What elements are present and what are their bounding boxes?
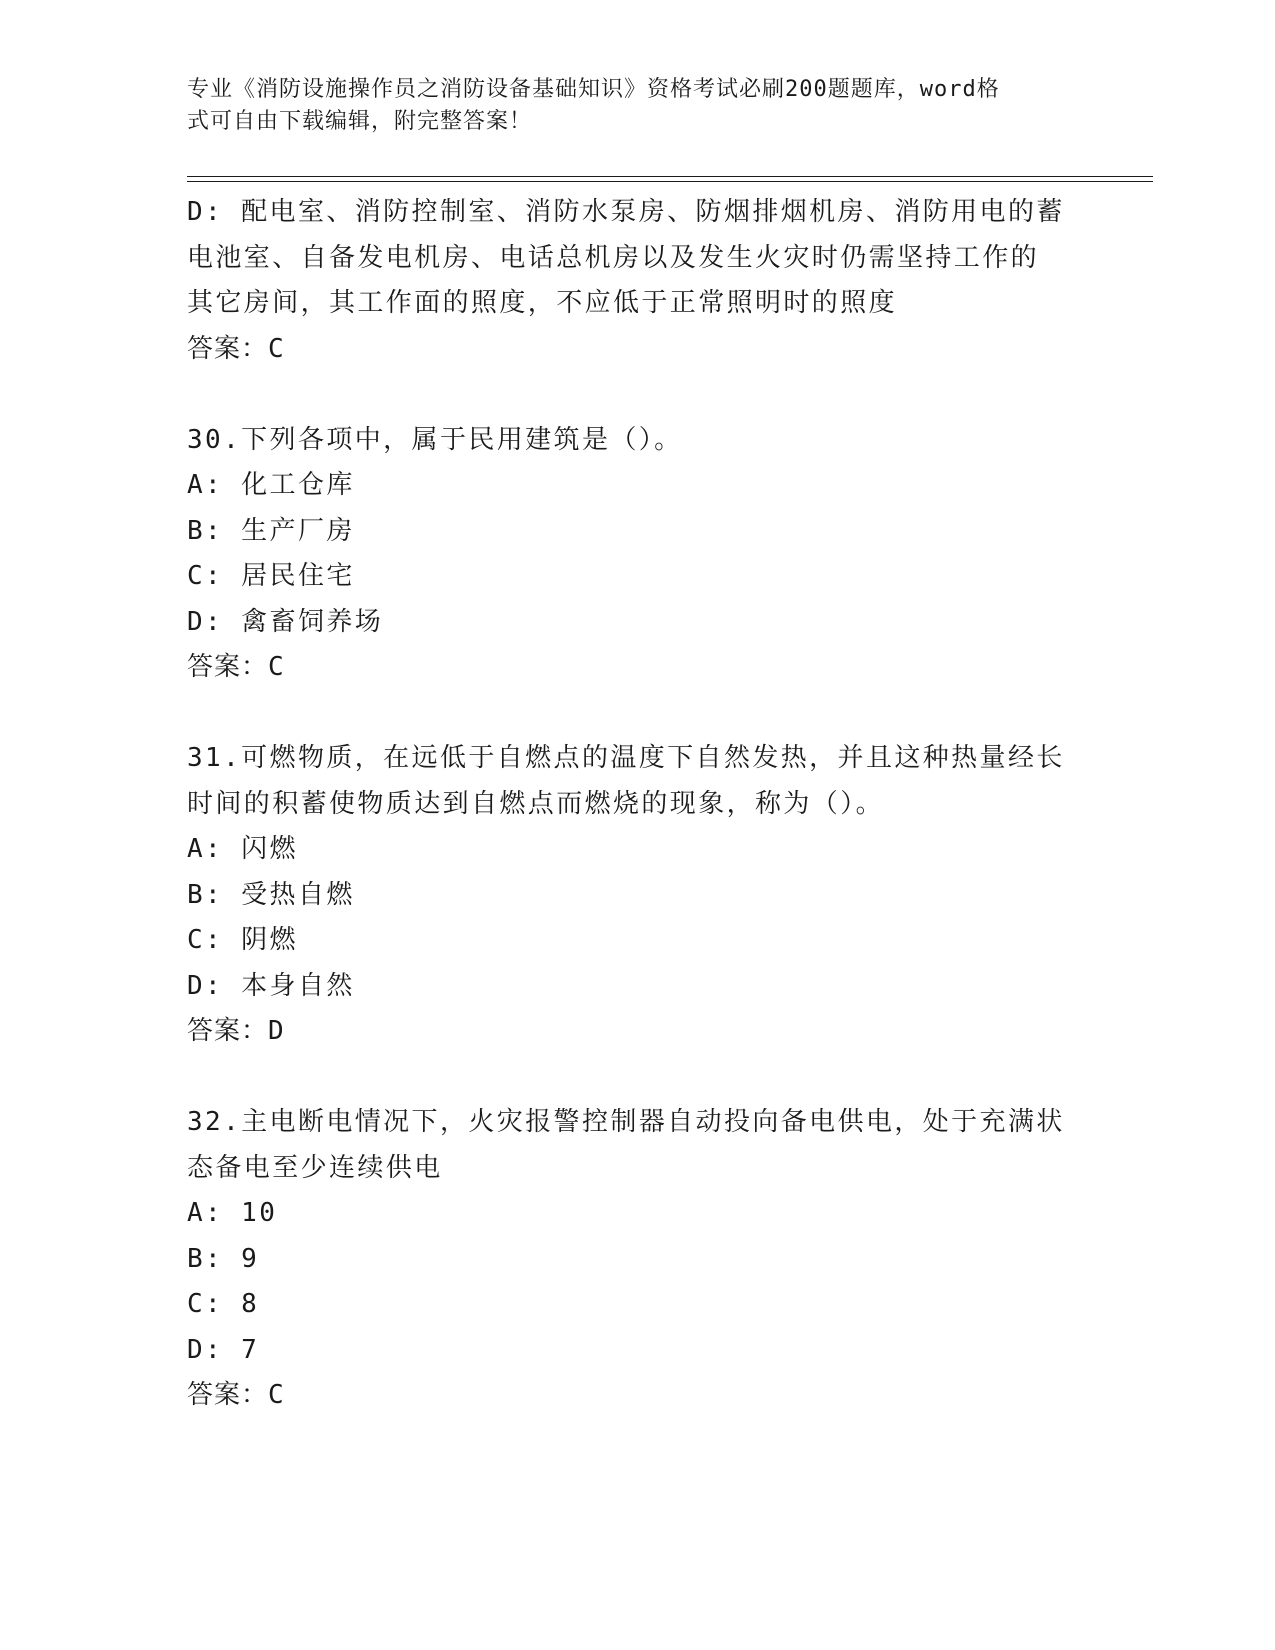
document-body <box>187 190 1087 1419</box>
option-d: D: 禽畜饲养场 <box>187 606 384 637</box>
question-stem: 31.可燃物质，在远低于自燃点的温度下自然发热，并且这种热量经长 <box>187 743 1065 773</box>
option-b: B: 生产厂房 <box>187 515 355 546</box>
option-d-line: D: 配电室、消防控制室、消防水泵房、防烟排烟机房、消防用电的蓄 <box>187 197 1065 227</box>
answer-value: C <box>268 1380 287 1410</box>
answer-line <box>187 327 1087 373</box>
answer-value: C <box>268 652 287 682</box>
option-b: B: 受热自燃 <box>187 879 355 910</box>
header-line: 专业《消防设施操作员之消防设备基础知识》资格考试必刷200题题库，word格 <box>187 77 1000 102</box>
answer-label: 答案： <box>187 652 269 682</box>
question-31 <box>187 736 1087 1055</box>
question-stem: 30.下列各项中，属于民用建筑是（）。 <box>187 424 683 455</box>
answer-label: 答案： <box>187 333 269 364</box>
option-d: D: 本身自然 <box>187 970 355 1001</box>
option-c: C: 阴燃 <box>187 925 298 955</box>
option-d-line: 电池室、自备发电机房、电话总机房以及发生火灾时仍需坚持工作的 <box>187 242 1040 273</box>
option-a: A: 闪燃 <box>187 834 298 864</box>
answer-line <box>187 1373 1087 1419</box>
answer-value: D <box>268 1016 287 1046</box>
question-stem: 态备电至少连续供电 <box>187 1152 443 1183</box>
answer-label: 答案： <box>187 1016 269 1046</box>
previous-question-tail <box>187 190 1087 372</box>
answer-line <box>187 1009 1087 1055</box>
option-c: C: 居民住宅 <box>187 561 355 591</box>
option-d-line: 其它房间，其工作面的照度，不应低于正常照明时的照度 <box>187 288 898 318</box>
option-a: A: 10 <box>187 1198 278 1228</box>
answer-label: 答案： <box>187 1380 269 1410</box>
option-d: D: 7 <box>187 1334 260 1365</box>
question-stem: 32.主电断电情况下，火灾报警控制器自动投向备电供电，处于充满状 <box>187 1107 1065 1137</box>
question-stem: 时间的积蓄使物质达到自燃点而燃烧的现象，称为（）。 <box>187 788 885 819</box>
header-divider-top <box>187 176 1153 177</box>
header-line: 式可自由下载编辑，附完整答案！ <box>187 109 533 134</box>
option-a: A: 化工仓库 <box>187 470 355 500</box>
answer-value: C <box>268 333 287 364</box>
question-32 <box>187 1100 1087 1419</box>
option-b: B: 9 <box>187 1243 260 1274</box>
option-c: C: 8 <box>187 1289 260 1319</box>
header-divider-bottom <box>187 181 1153 182</box>
answer-line <box>187 645 1087 691</box>
question-30 <box>187 418 1087 691</box>
page-header <box>187 74 1067 138</box>
